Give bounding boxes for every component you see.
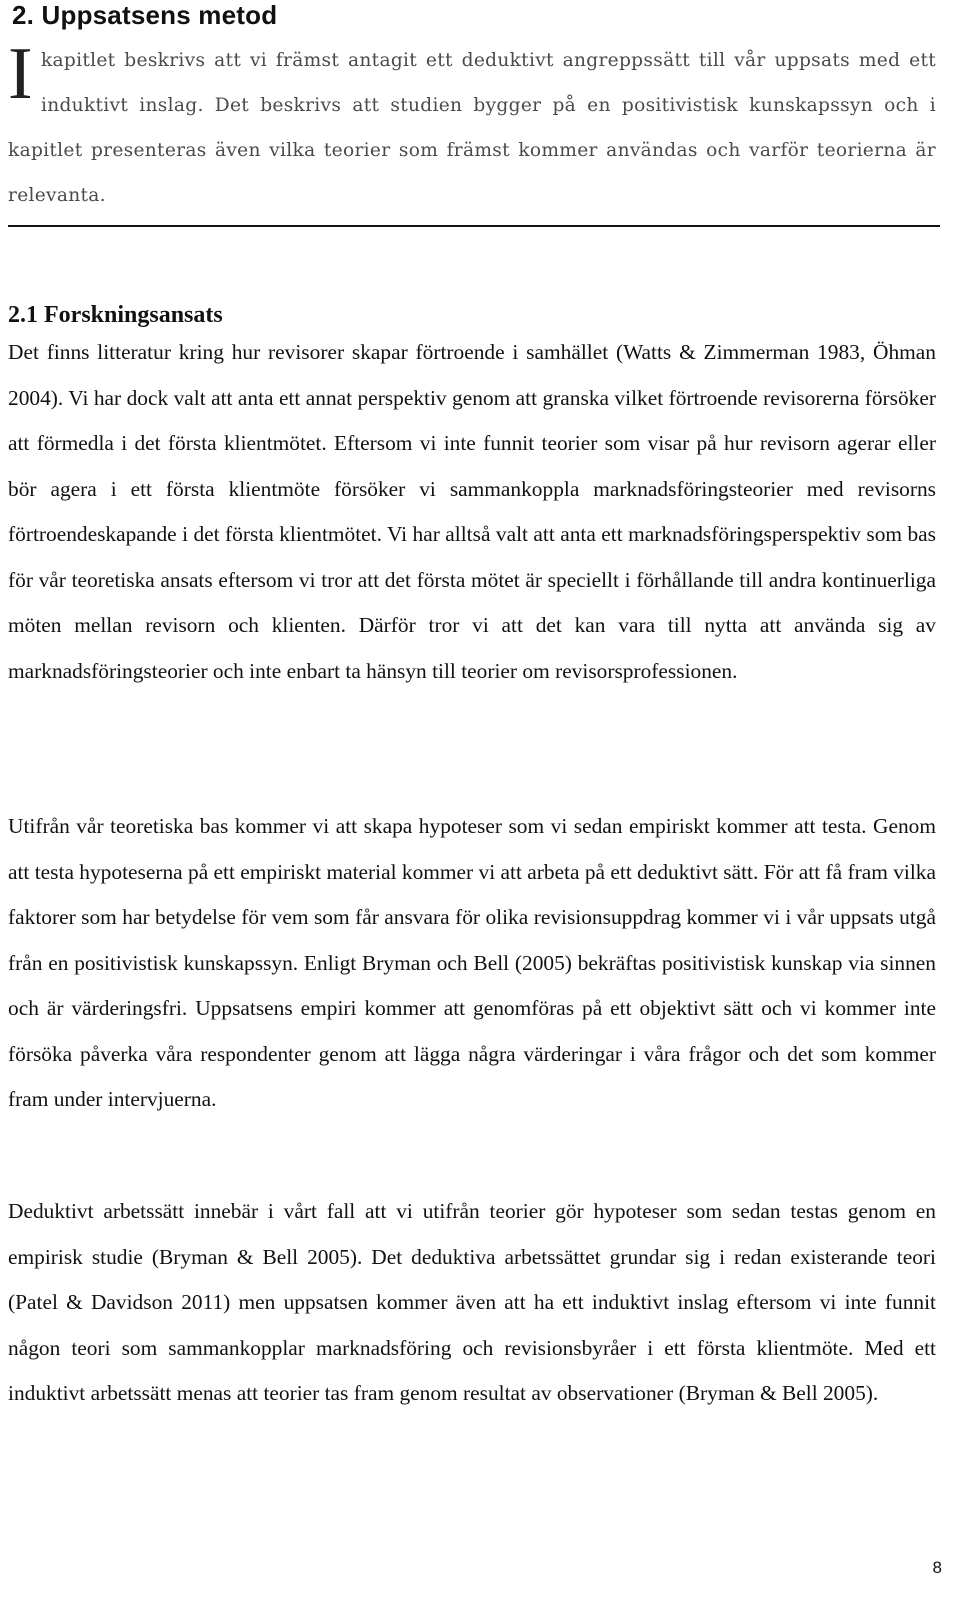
section-heading: 2.1 Forskningsansats (8, 302, 223, 328)
chapter-title: 2. Uppsatsens metod (12, 0, 278, 30)
body-paragraph: Utifrån vår teoretiska bas kommer vi att skapa hypoteser som vi sedan empiriskt kommer att testa. Genom att testa hypoteserna på ett empiriskt material kommer vi att arbeta på ett deduktivt sätt. För att få fram vilka faktorer som har betydelse för vem som får ansvara för olika revisionsuppdrag kommer vi i vår uppsats utgå från en positivistisk kunskapssyn. Enligt Bryman och Bell (2005) bekräftas positivistisk kunskap via sinnen och är värderingsfri. Uppsatsens empiri kommer att genomföras på ett objektivt sätt och vi kommer inte försöka påverka våra respondenter genom att lägga några värderingar i våra frågor och det som kommer fram under intervjuerna. (8, 814, 936, 1111)
drop-cap: I (8, 33, 33, 115)
page-number: 8 (932, 1558, 942, 1577)
section-divider (8, 225, 940, 227)
body-paragraph: Det finns litteratur kring hur revisorer skapar förtroende i samhället (Watts & Zimmerman 1983, Öhman 2004). Vi har dock valt att anta ett annat perspektiv genom att granska vilket förtroende revisorerna försöker att förmedla i det första klientmötet. Eftersom vi inte funnit teorier som visar på hur revisorn agerar eller bör agera i ett första klientmöte försöker vi sammankoppla marknadsföringsteorier med revisorns förtroendeskapande i det första klientmötet. Vi har alltså valt att anta ett marknadsföringsperspektiv som bas för vår teoretiska ansats eftersom vi tror att det första mötet är speciellt i förhållande till andra kontinuerliga möten mellan revisorn och klienten. Därför tror vi att det kan vara till nytta att använda sig av marknadsföringsteorier och inte enbart ta hänsyn till teorier om revisorsprofessionen. (8, 340, 936, 683)
chapter-intro (8, 33, 936, 218)
body-paragraph: Deduktivt arbetssätt innebär i vårt fall att vi utifrån teorier gör hypoteser som sedan testas genom en empirisk studie (Bryman & Bell 2005). Det deduktiva arbetssättet grundar sig i redan existerande teori (Patel & Davidson 2011) men uppsatsen kommer även att ha ett induktivt inslag eftersom vi inte funnit någon teori som sammankopplar marknadsföring och revisionsbyråer i ett första klientmöte. Med ett induktivt arbetssätt menas att teorier tas fram genom resultat av observationer (Bryman & Bell 2005). (8, 1199, 936, 1405)
intro-text: kapitlet beskrivs att vi främst antagit ett deduktivt angreppssätt till vår uppsats med ett induktivt inslag. Det beskrivs att studien bygger på en positivistisk kunskapssyn och i kapitlet presenteras även vilka teorier som främst kommer användas och varför teorierna är relevanta. (8, 50, 936, 206)
